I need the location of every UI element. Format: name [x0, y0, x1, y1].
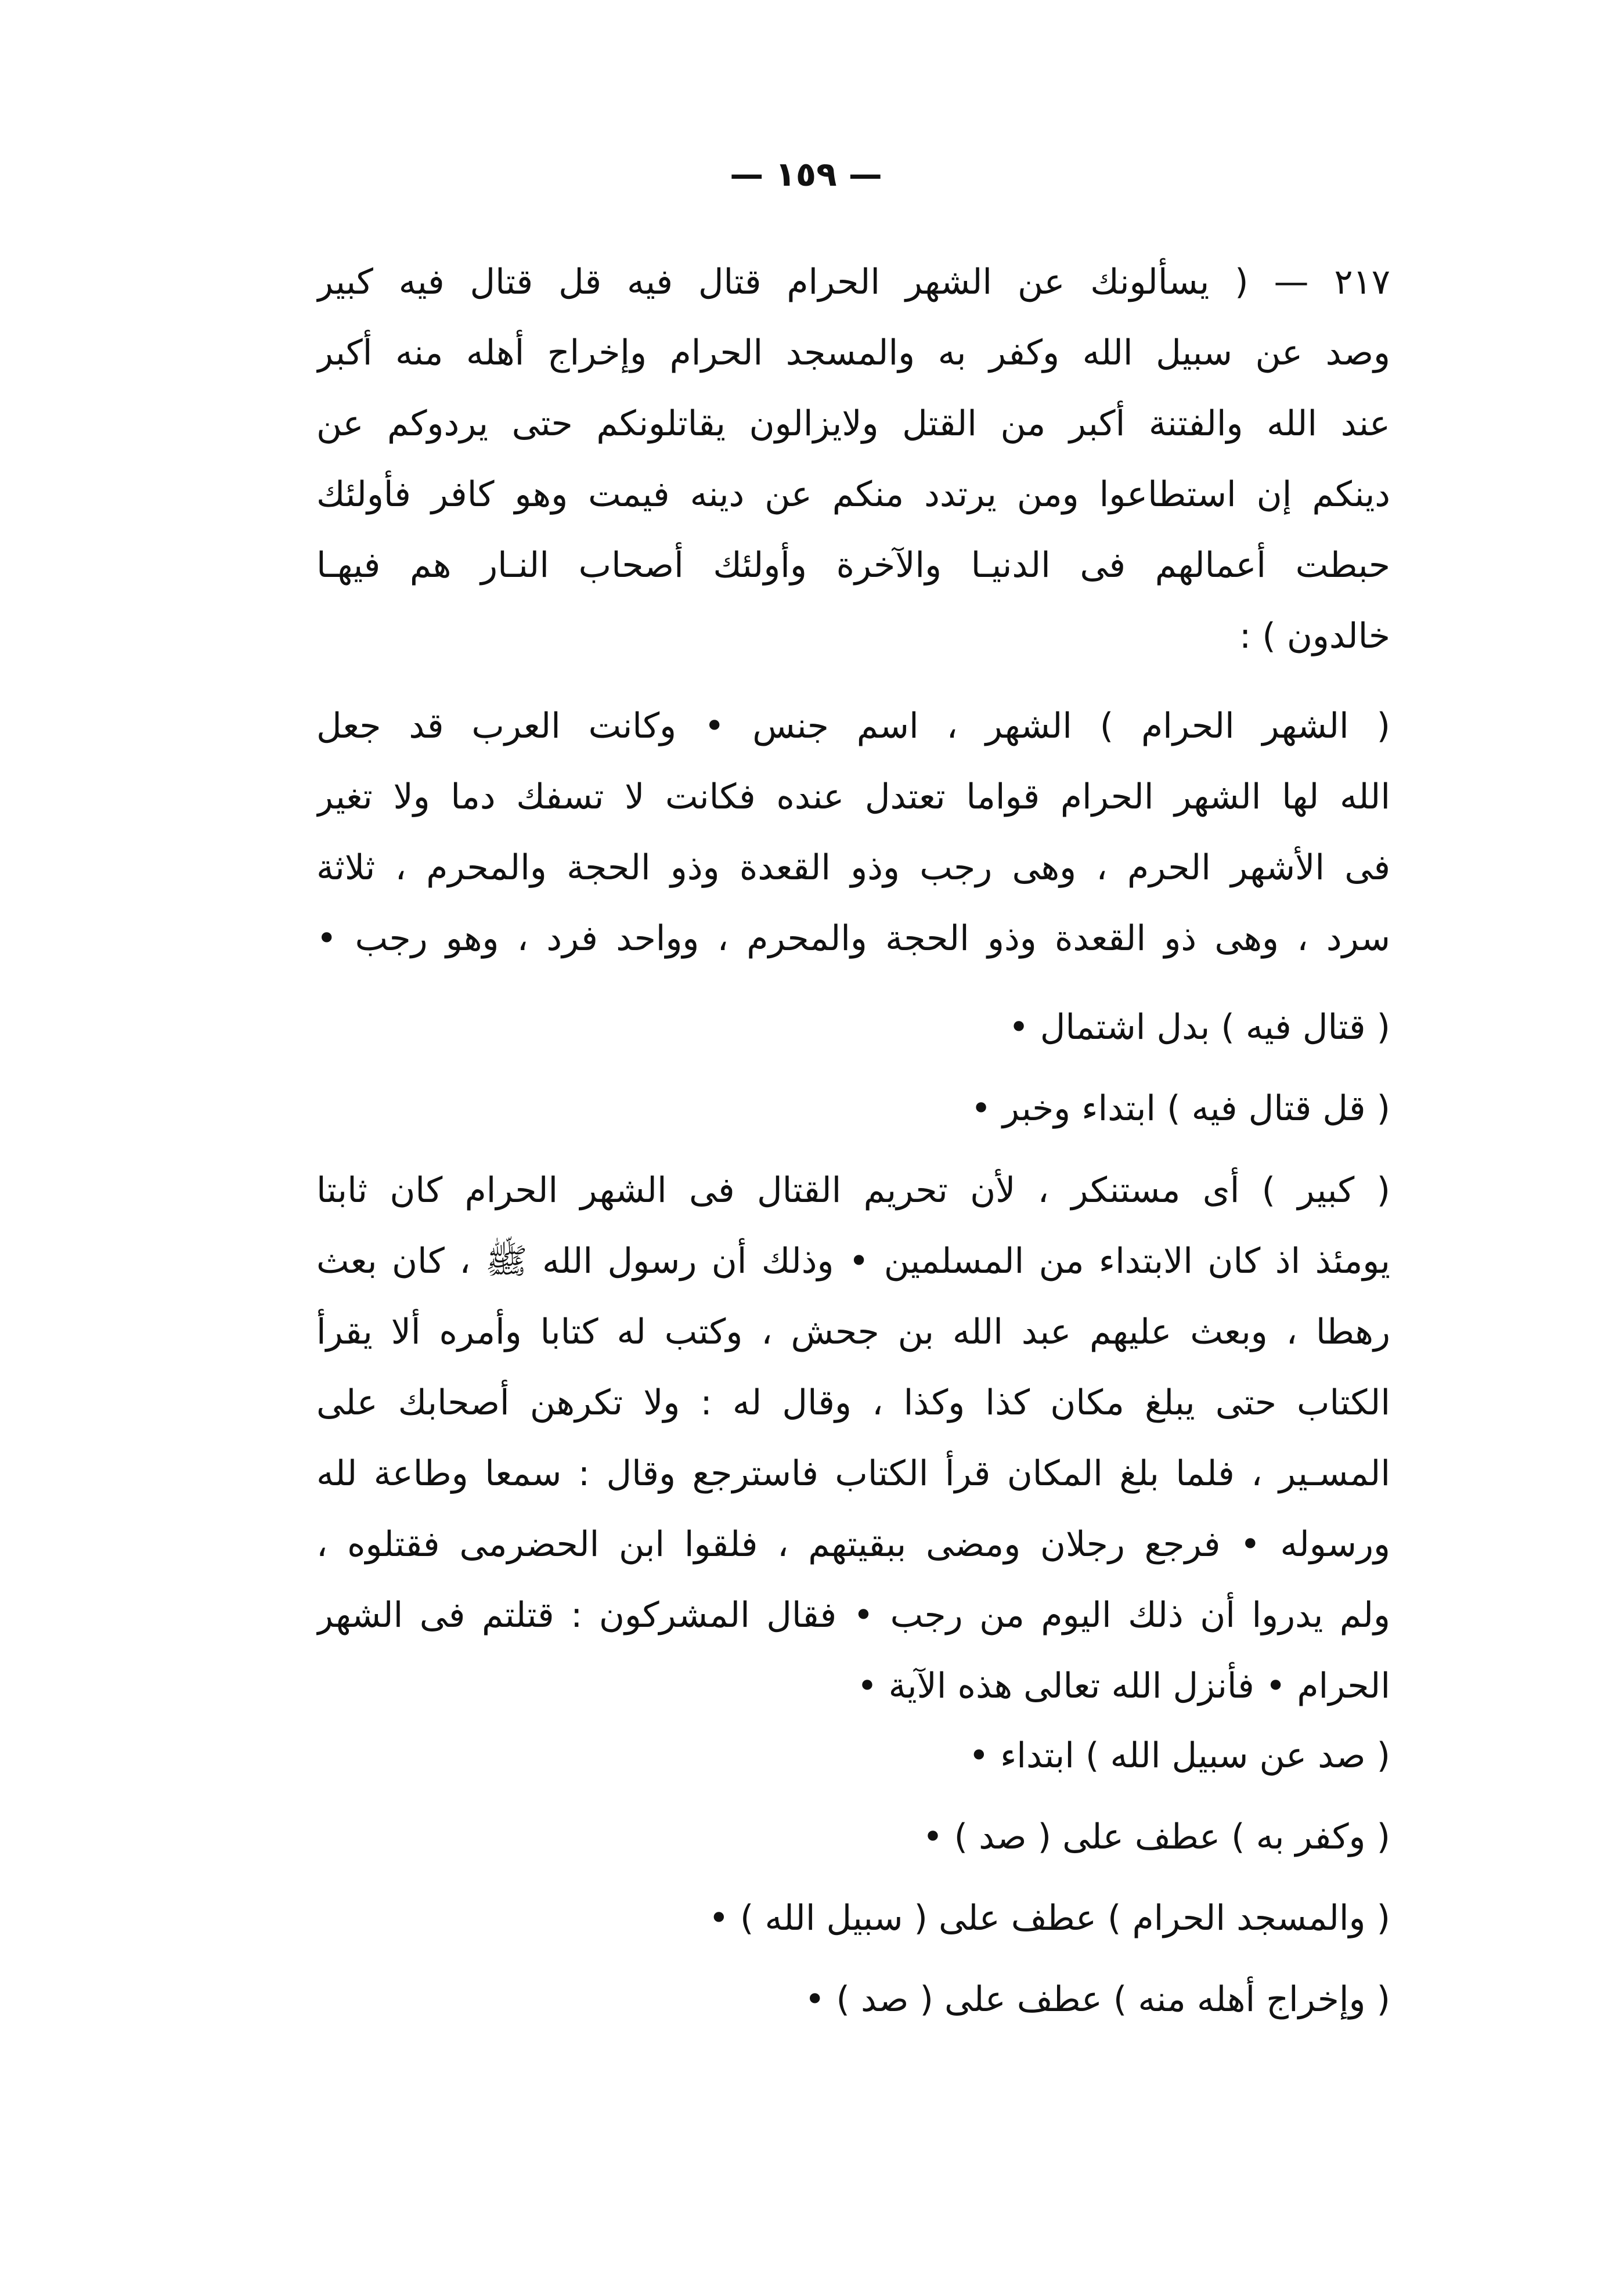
verse-line: خالدون ) :	[1239, 616, 1390, 656]
commentary-line: فى الأشهر الحرم ، وهى رجب وذو القعدة وذو الحجة والمحرم ، ثلاثة	[316, 847, 1390, 888]
grammar-note: ( وإخراج أهله منه ) عطف على ( صد ) •	[805, 1979, 1390, 2020]
commentary-line: الحرام • فأنزل الله تعالى هذه الآية •	[857, 1666, 1390, 1706]
grammar-note: ( والمسجد الحرام ) عطف على ( سبيل الله ) •	[708, 1898, 1390, 1938]
grammar-note: ( صد عن سبيل الله ) ابتداء •	[968, 1735, 1390, 1776]
page-number: — ١٥٩ —	[730, 154, 882, 194]
verse-line: حبطت أعمالهم فى الدنيـا والآخرة وأولئك أصحاب النـار هم فيهـا	[316, 545, 1390, 586]
commentary-paragraph-sacred-month	[316, 691, 1390, 974]
grammar-note: ( قتال فيه ) بدل اشتمال •	[1008, 1007, 1390, 1048]
verse-line: عند الله والفتنة أكبر من القتل ولايزالون يقاتلونكم حتى يردوكم عن	[316, 403, 1390, 444]
grammar-note: ( قل قتال فيه ) ابتداء وخبر •	[971, 1088, 1390, 1129]
commentary-line: المسـير ، فلما بلغ المكان قرأ الكتاب فاسترجع وقال : سمعا وطاعة لله	[316, 1453, 1390, 1494]
commentary-line: ورسوله • فرجع رجلان ومضى ببقيتهم ، فلقوا ابن الحضرمى فقتلوه ،	[316, 1524, 1390, 1565]
commentary-line: ولم يدروا أن ذلك اليوم من رجب • فقال المشركون : قتلتم فى الشهر	[316, 1595, 1390, 1636]
verse-line: ٢١٧ — ( يسألونك عن الشهر الحرام قتال فيه قل قتال فيه كبير	[316, 262, 1390, 302]
commentary-paragraph-occasion	[316, 1155, 1390, 1721]
grammar-notes-group-2	[316, 1715, 1390, 2040]
grammar-note: ( وكفر به ) عطف على ( صد ) •	[922, 1817, 1390, 1857]
commentary-line: الله لها الشهر الحرام قواما تعتدل عنده فكانت لا تسفك دما ولا تغير	[316, 777, 1390, 817]
verse-line: وصد عن سبيل الله وكفر به والمسجد الحرام وإخراج أهله منه أكبر	[316, 333, 1390, 373]
commentary-line: رهطا ، وبعث عليهم عبد الله بن جحش ، وكتب له كتابا وأمره ألا يقرأ	[316, 1312, 1390, 1352]
grammar-notes-group-1	[316, 987, 1390, 1149]
verse-line: دينكم إن استطاعوا ومن يرتدد منكم عن دينه فيمت وهو كافر فأولئك	[316, 474, 1390, 515]
quran-verse-paragraph	[316, 247, 1390, 672]
commentary-line: الكتاب حتى يبلغ مكان كذا وكذا ، وقال له : ولا تكرهن أصحابك على	[316, 1382, 1390, 1423]
commentary-line: يومئذ اذ كان الابتداء من المسلمين • وذلك أن رسول الله ﷺ ، كان بعث	[316, 1241, 1390, 1281]
commentary-line: ( الشهر الحرام ) الشهر ، اسم جنس • وكانت العرب قد جعل	[316, 706, 1390, 746]
commentary-line: ( كبير ) أى مستنكر ، لأن تحريم القتال فى الشهر الحرام كان ثابتا	[316, 1170, 1390, 1211]
commentary-line: سرد ، وهى ذو القعدة وذو الحجة والمحرم ، وواحد فرد ، وهو رجب •	[316, 918, 1390, 959]
